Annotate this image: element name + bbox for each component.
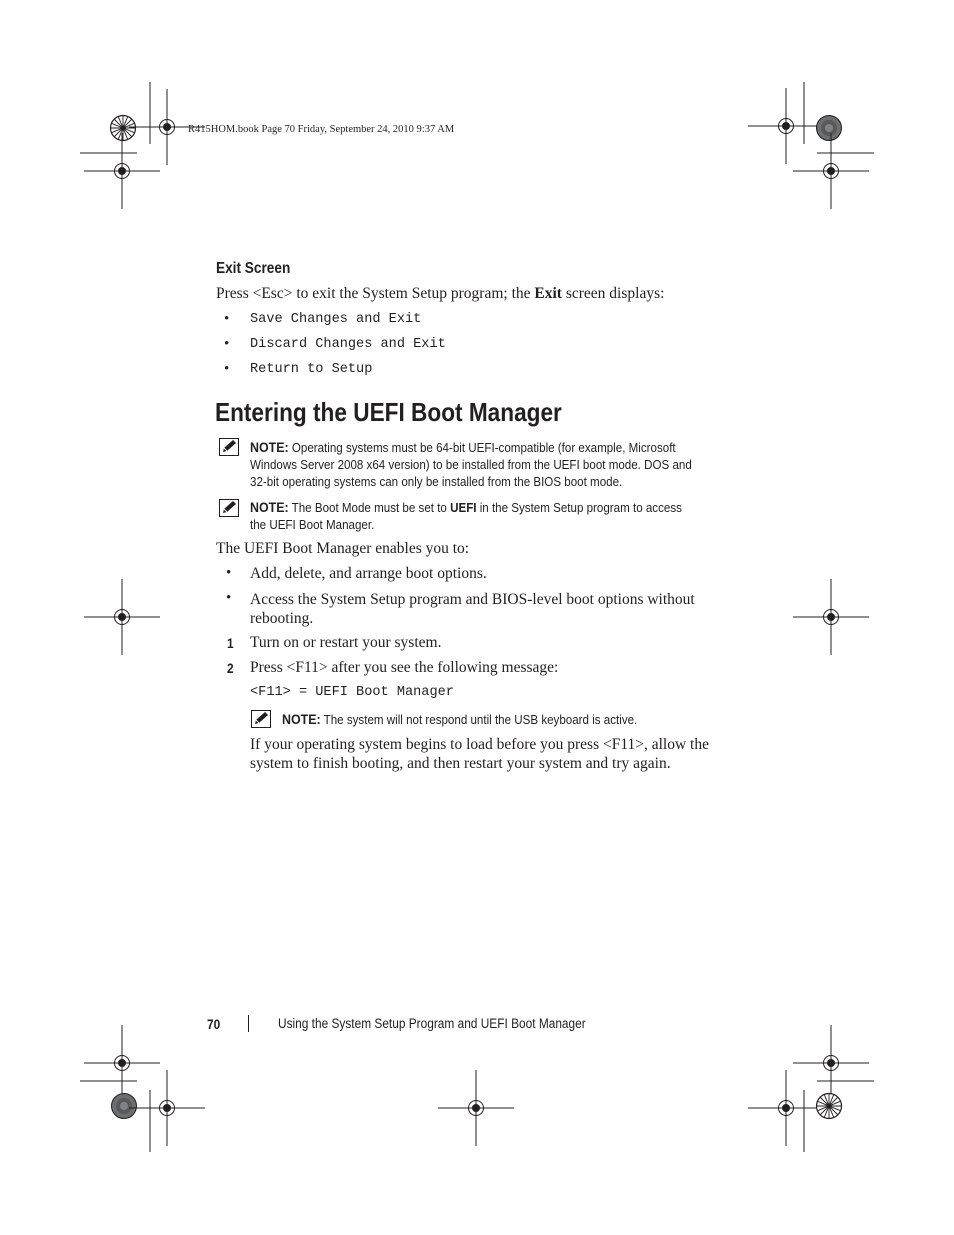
uefi-bullet-access	[250, 590, 750, 628]
note-text: The Boot Mode must be set to	[291, 501, 451, 515]
page-number: 70	[207, 1016, 221, 1032]
exit-option-save: Save Changes and Exit	[250, 312, 422, 327]
exit-option-discard: Discard Changes and Exit	[250, 337, 446, 352]
exit-screen-intro	[216, 285, 664, 303]
note-uefi-compatible	[250, 439, 728, 491]
chapter-title: Using the System Setup Program and UEFI Boot Manager	[278, 1016, 586, 1031]
step-number: 1	[227, 635, 234, 651]
para-line: system to finish booting, and then restart your system and try again.	[250, 755, 671, 772]
note-pencil-icon	[219, 499, 239, 517]
note-label: NOTE:	[250, 440, 289, 455]
f11-message: <F11> = UEFI Boot Manager	[250, 685, 454, 700]
exit-intro-before: Press <Esc> to exit the System Setup program; the	[216, 285, 535, 302]
note-text: Operating systems must be 64-bit UEFI-compatible (for example, Microsoft	[291, 441, 676, 455]
note-text: The system will not respond until the USB keyboard is active.	[323, 713, 638, 727]
bullet-line: rebooting.	[250, 610, 314, 627]
note-pencil-icon	[219, 438, 239, 456]
uefi-heading: Entering the UEFI Boot Manager	[215, 397, 562, 427]
bullet-line: Access the System Setup program and BIOS-level boot options without	[250, 591, 695, 608]
bullet-icon: •	[224, 336, 230, 352]
note-label: NOTE:	[250, 500, 289, 515]
book-page-info: R415HOM.book Page 70 Friday, September 24, 2010 9:37 AM	[188, 124, 455, 135]
exit-screen-heading: Exit Screen	[216, 260, 291, 277]
para-line: If your operating system begins to load before you press <F11>, allow the	[250, 736, 709, 753]
note-pencil-icon	[251, 710, 271, 728]
note-boot-mode	[250, 499, 728, 534]
note-line: 32-bit operating systems can only be installed from the BIOS boot mode.	[250, 475, 623, 489]
uefi-bullet-arrange: Add, delete, and arrange boot options.	[250, 565, 487, 582]
f11-instructions-paragraph	[250, 735, 750, 773]
footer-separator	[248, 1015, 249, 1032]
step-1-text: Turn on or restart your system.	[250, 634, 442, 651]
note-line	[250, 439, 728, 457]
note-line: the UEFI Boot Manager.	[250, 518, 375, 532]
note-line: Windows Server 2008 x64 version) to be installed from the UEFI boot mode. DOS and	[250, 458, 692, 472]
note-bold-uefi: UEFI	[450, 501, 477, 515]
uefi-intro: The UEFI Boot Manager enables you to:	[216, 540, 470, 557]
bullet-icon: •	[224, 361, 230, 377]
bullet-icon: •	[226, 590, 232, 606]
exit-option-return: Return to Setup	[250, 362, 373, 377]
note-text: in the System Setup program to access	[476, 501, 682, 515]
exit-intro-after: screen displays:	[561, 285, 665, 302]
step-number: 2	[227, 660, 234, 676]
exit-intro-bold: Exit	[534, 285, 562, 302]
bullet-icon: •	[226, 565, 232, 581]
note-usb-keyboard	[282, 711, 637, 729]
note-line	[250, 499, 728, 517]
step-2-text: Press <F11> after you see the following message:	[250, 659, 559, 676]
bullet-icon: •	[224, 311, 230, 327]
note-label: NOTE:	[282, 712, 321, 727]
